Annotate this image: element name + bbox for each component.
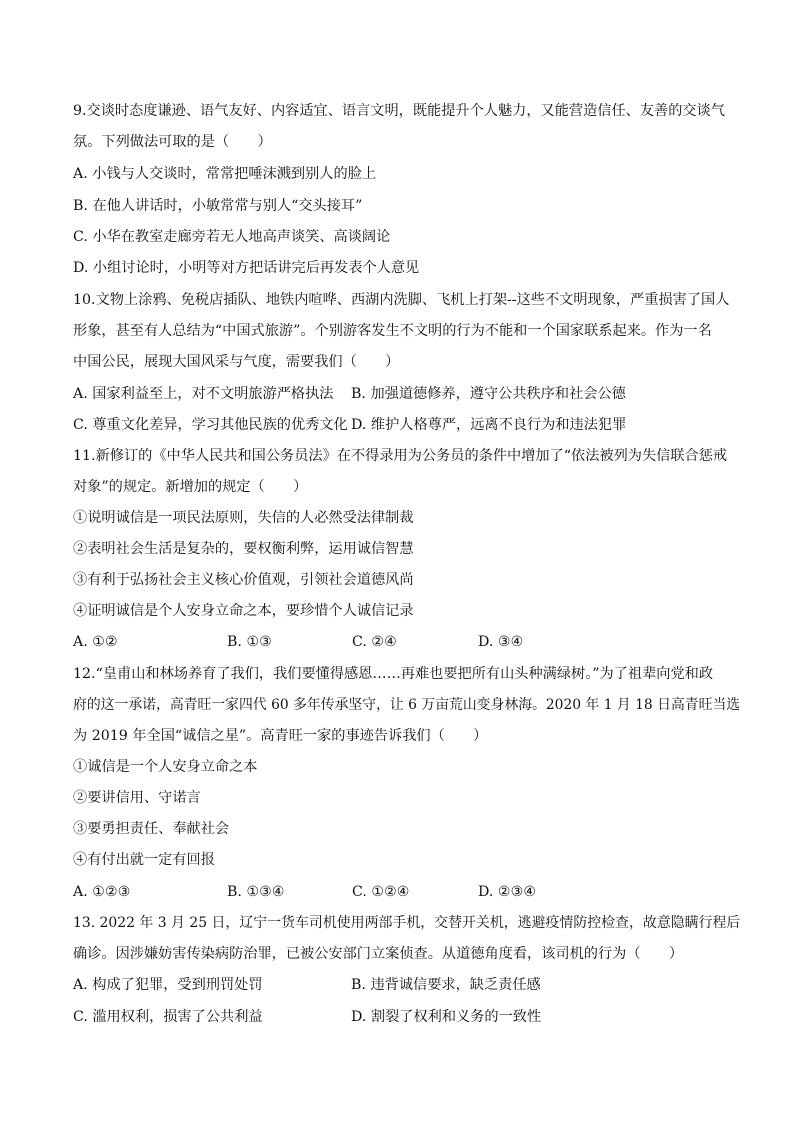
q12-option-a: A. ①②③ [73, 884, 131, 900]
q9-stem-line-2: 氛。下列做法可取的是（ ） [73, 134, 272, 150]
q12-stem-line-1: 12.“皇甫山和林场养育了我们，我们要懂得感恩……再难也要把所有山头种满绿树。”为了祖辈向党和政 [73, 666, 714, 682]
q10-stem-line-1: 10.文物上涂鸦、免税店插队、地铁内喧哗、西湖内洗脚、飞机上打架--这些不文明现象，严重损害了国人 [73, 292, 730, 308]
q10-option-b: B. 加强道德修养，遵守公共秩序和社会公德 [351, 386, 626, 402]
q9-option-a: A. 小钱与人交谈时，常常把唾沫溅到别人的脸上 [73, 166, 377, 182]
q13-option-d: D. 割裂了权利和义务的一致性 [351, 1009, 542, 1025]
q10-option-a: A. 国家利益至上，对不文明旅游严格执法 [73, 386, 334, 402]
q11-statement-3: ③有利于弘扬社会主义核心价值观，引领社会道德风尚 [73, 572, 414, 588]
q13-stem-line-2: 确诊。因涉嫌妨害传染病防治罪，已被公安部门立案侦查。从道德角度看，该司机的行为（ ） [73, 946, 684, 962]
q11-option-a: A. ①② [73, 634, 118, 650]
q12-option-b: B. ①③④ [227, 884, 285, 900]
q10-stem-line-2: 形象，甚至有人总结为“中国式旅游”。个别游客发生不文明的行为不能和一个国家联系起来。作为一名 [73, 323, 712, 339]
q12-option-c: C. ①②④ [352, 884, 410, 900]
q13-option-b: B. 违背诚信要求，缺乏责任感 [351, 977, 541, 993]
q12-option-d: D. ②③④ [478, 884, 537, 900]
q11-statement-4: ④证明诚信是个人安身立命之本，要珍惜个人诚信记录 [73, 603, 414, 619]
q11-stem-line-1: 11.新修订的《中华人民共和国公务员法》在不得录用为公务员的条件中增加了“依法被列为失信联合惩戒 [73, 448, 728, 464]
q11-statement-1: ①说明诚信是一项民法原则，失信的人必然受法律制裁 [73, 510, 414, 526]
q11-option-c: C. ②④ [352, 634, 397, 650]
q10-stem-line-3: 中国公民，展现大国风采与气度，需要我们（ ） [73, 354, 400, 370]
q9-stem-line-1: 9.交谈时态度谦逊、语气友好、内容适宜、语言文明，既能提升个人魅力，又能营造信任、友善的交谈气 [73, 103, 725, 119]
q10-option-c: C. 尊重文化差异，学习其他民族的优秀文化 [73, 417, 348, 433]
q12-statement-1: ①诚信是一个人安身立命之本 [73, 759, 258, 775]
q11-option-b: B. ①③ [227, 634, 272, 650]
q9-option-b: B. 在他人讲话时，小敏常常与别人“交头接耳” [73, 198, 363, 214]
q12-statement-4: ④有付出就一定有回报 [73, 852, 215, 868]
q11-option-d: D. ③④ [478, 634, 524, 650]
q13-option-a: A. 构成了犯罪，受到刑罚处罚 [73, 977, 263, 993]
q12-stem-line-2: 府的这一承诺，高青旺一家四代 60 多年传承坚守，让 6 万亩荒山变身林海。2020 年 1 月 18 日高青旺当选 [73, 697, 741, 713]
q10-option-d: D. 维护人格尊严，远离不良行为和违法犯罪 [351, 417, 627, 433]
q12-stem-line-3: 为 2019 年全国“诚信之星”。高青旺一家的事迹告诉我们（ ） [73, 728, 488, 744]
q11-stem-line-2: 对象”的规定。新增加的规定（ ） [73, 479, 308, 495]
q9-option-d: D. 小组讨论时，小明等对方把话讲完后再发表个人意见 [73, 260, 420, 276]
q9-option-c: C. 小华在教室走廊旁若无人地高声谈笑、高谈阔论 [73, 229, 391, 245]
q12-statement-3: ③要勇担责任、奉献社会 [73, 821, 230, 837]
q11-statement-2: ②表明社会生活是复杂的，要权衡利弊，运用诚信智慧 [73, 541, 414, 557]
q13-option-c: C. 滥用权利，损害了公共利益 [73, 1009, 263, 1025]
q13-stem-line-1: 13. 2022 年 3 月 25 日，辽宁一货车司机使用两部手机，交替开关机，逃避疫情防控检查，故意隐瞒行程后 [73, 915, 741, 931]
q12-statement-2: ②要讲信用、守诺言 [73, 790, 201, 806]
